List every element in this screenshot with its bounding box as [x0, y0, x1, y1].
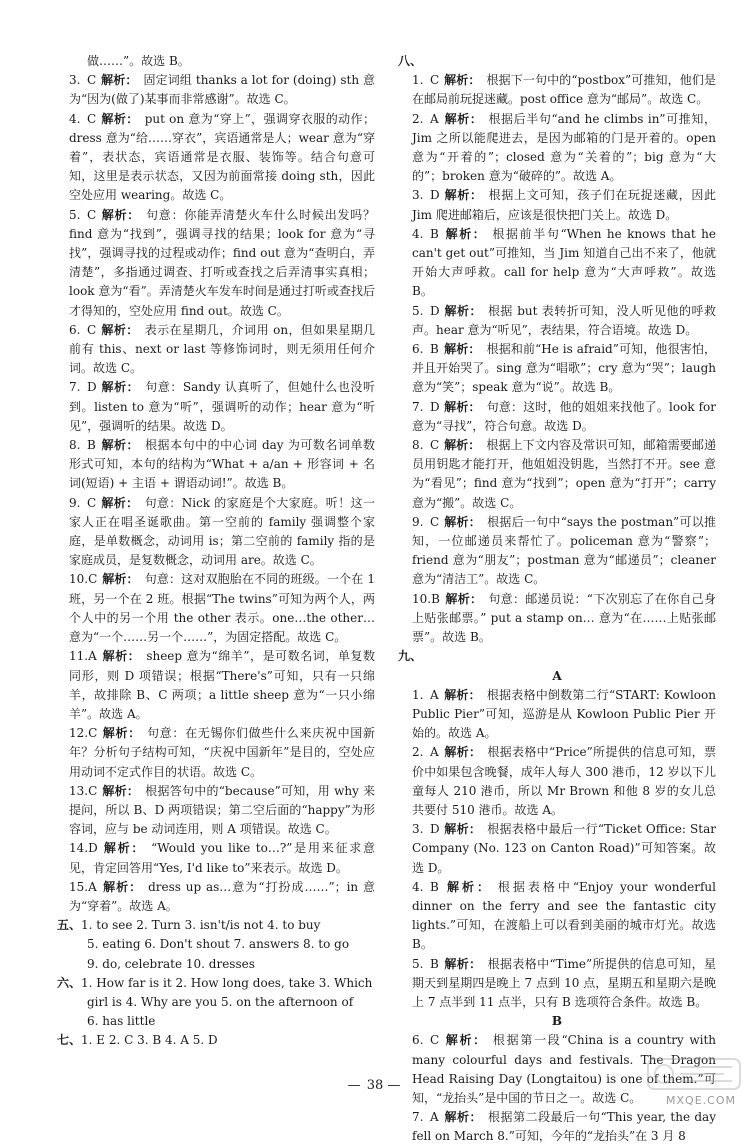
analysis-text: 固定词组 thanks a lot for (doing) sth 意为“因为(做了)某事而非常感谢”。故选 C。 — [69, 73, 375, 107]
analysis-tag: 解析： — [101, 111, 139, 126]
answer-item — [398, 186, 716, 224]
analysis-tag: 解析： — [444, 73, 481, 88]
section-6 — [57, 974, 375, 993]
section-6-line-2: girl is 4. Why are you 5. on the afternoon of — [87, 994, 354, 1009]
left-answer-list — [57, 71, 375, 916]
analysis-text: 句意：在无锡你们做些什么来庆祝中国新年？分析句子结构可知，“庆祝中国新年”是目的，空处应用动词不定式作目的状语。故选 C。 — [69, 726, 375, 779]
analysis-tag: 解析： — [102, 841, 146, 856]
analysis-text: sheep 意为“绵羊”，是可数名词，单复数同形，则 D 项错误；根据“There's”可知，只有一只绵羊，故排除 B、C 两项；a little sheep 意为“一只小绵羊”。故选 A。 — [69, 649, 375, 721]
answer-letter: D — [88, 841, 98, 856]
answer-letter: A — [430, 687, 439, 702]
watermark-text: MXQE.COM — [666, 1094, 736, 1107]
section-7-label: 七、 — [57, 1033, 82, 1048]
answer-letter: D — [430, 399, 440, 414]
analysis-text: 根据答句中的“because”可知，用 why 来提问，所以 B、D 两项错误；第二空后面的“happy”为形容词，应与 be 动词连用，则 A 项错误。故选 C。 — [69, 783, 375, 837]
analysis-text: 根据前半句“When he knows that he can't get out”可推知，当 Jim 知道自己出不来了，他就开始大声呼救。call for help 意为“大声呼救”。故选 B。 — [412, 226, 716, 299]
section-5-line-3: 9. do, celebrate 10. dresses — [87, 956, 255, 971]
section-9-part-a-list — [398, 686, 716, 1012]
answer-letter: C — [87, 207, 97, 222]
analysis-tag: 解析： — [444, 514, 482, 529]
section-6-label: 六、 — [57, 975, 82, 990]
answer-letter: C — [88, 572, 98, 587]
question-number: 8. — [412, 438, 424, 453]
analysis-tag: 解析： — [444, 399, 481, 414]
question-number: 5. — [412, 956, 424, 971]
question-number: 4. — [69, 111, 81, 126]
section-5-label: 五、 — [57, 918, 82, 933]
question-number: 12. — [69, 726, 89, 741]
answer-item — [57, 494, 375, 571]
section-6-line-3: 6. has little — [87, 1014, 156, 1029]
analysis-tag: 解析： — [444, 342, 481, 357]
question-number: 2. — [412, 111, 424, 126]
answer-item — [57, 839, 375, 877]
analysis-tag: 解析： — [101, 380, 140, 395]
question-number: 2. — [412, 745, 424, 760]
question-number: 8. — [69, 438, 81, 453]
question-number: 3. — [412, 822, 424, 837]
answer-item — [57, 436, 375, 494]
analysis-tag: 解析： — [102, 572, 139, 587]
answer-item — [398, 878, 716, 955]
answer-letter: C — [430, 514, 440, 529]
analysis-text: 表示在星期几，介词用 on，但如果星期几前有 this、next or last 等修饰词时，则无须用任何介词。故选 C。 — [69, 322, 375, 376]
question-number: 4. — [412, 879, 424, 894]
answer-letter: C — [87, 73, 97, 88]
question-number: 1. — [412, 687, 424, 702]
section-9-part-a-heading: A — [552, 668, 562, 683]
analysis-tag: 解析： — [444, 687, 481, 702]
answer-letter: D — [430, 188, 440, 203]
analysis-text: 根据表格中“Time”所提供的信息可知，星期天到星期四是晚上 7 点到 10 点，星期五和星期六是晚上 7 点半到 11 点半，只有 B 选项符合条件。故选 B。 — [412, 956, 716, 1009]
analysis-tag: 解析： — [444, 111, 483, 126]
analysis-text: 根据和前“He is afraid”可知，他很害怕，并且开始哭了。sing 意为“唱歌”；cry 意为“哭”；laugh 意为“笑”；speak 意为“说”。故选 B。 — [412, 342, 716, 395]
analysis-tag: 解析： — [444, 822, 482, 837]
analysis-text: dress up as…意为“打扮成……”；in 意为“穿着”。故选 A。 — [69, 879, 375, 913]
analysis-tag: 解析： — [102, 879, 143, 894]
answer-letter: C — [430, 73, 440, 88]
answer-item — [57, 110, 375, 206]
answer-letter: D — [430, 303, 440, 318]
question-number: 9. — [69, 495, 81, 510]
analysis-text: 根据本句中的中心词 day 为可数名词单数形式可知，本句的结构为“What + a/an + 形容词 + 名词(短语) + 主语 + 谓语动词!”。故选 B。 — [69, 438, 375, 491]
analysis-tag: 解析： — [444, 1110, 483, 1125]
answer-item — [398, 340, 716, 398]
analysis-text: 句意：Sandy 认真听了，但她什么也没听到。listen to 意为“听”，强调听的动作；hear 意为“听见”，强调听的结果。故选 D。 — [69, 380, 375, 433]
analysis-tag: 解析： — [102, 783, 140, 798]
answer-item — [398, 1108, 716, 1146]
section-5 — [57, 916, 375, 935]
answer-item — [398, 436, 716, 513]
analysis-text: 句意：邮递员说：“下次别忘了在你自己身上贴张邮票。” put a stamp on… 意为“在……上贴张邮票”。故选 B。 — [412, 591, 716, 645]
answer-item — [398, 513, 716, 590]
analysis-text: 句意：这对双胞胎在不同的班级。一个在 1 班，另一个在 2 班。根据“The twins”可知为两个人，两个人中的另一个用 the other 表示。one…the other… 意为“一个……另一个……”，为固定搭配。故选 C。 — [69, 572, 375, 645]
section-5-line-2: 5. eating 6. Don't shout 7. answers 8. to go — [87, 937, 350, 952]
analysis-tag: 解析： — [444, 226, 487, 241]
answer-letter: A — [430, 111, 439, 126]
section-8-header — [398, 52, 716, 71]
continuation-text: 做……”。故选 B。 — [87, 54, 190, 68]
question-number: 14. — [69, 841, 89, 856]
analysis-text: 句意：Nick 的家庭是个大家庭。听！这一家人正在唱圣诞歌曲。第一空前的 family 强调整个家庭，是单数概念，动词用 is；第二空前的 family 指的是家庭成员，是复数概念，动词用 are。故选 C。 — [69, 495, 375, 568]
analysis-tag: 解析： — [101, 73, 138, 88]
answer-letter: B — [87, 438, 96, 453]
answer-item — [398, 398, 716, 436]
question-number: 13. — [69, 783, 89, 798]
analysis-tag: 解析： — [444, 1033, 487, 1048]
question-number: 9. — [412, 514, 424, 529]
answer-item — [398, 820, 716, 878]
answer-item — [398, 955, 716, 1013]
analysis-text: 根据后半句“and he climbs in”可推知，Jim 之所以能爬进去，是因为邮箱的门是开着的。open 意为“开着的”；closed 意为“关着的”；big 意为“大的”；broken 意为“破碎的”。故选 A。 — [412, 111, 716, 184]
answer-item — [57, 724, 375, 782]
analysis-tag: 解析： — [101, 207, 141, 222]
answer-item — [57, 647, 375, 724]
answer-letter: D — [430, 822, 440, 837]
answer-item — [398, 590, 716, 648]
analysis-text: 根据第二段最后一句“This year, the day fell on March 8.”可知，今年的“龙抬头”在 3 月 8 — [412, 1110, 716, 1144]
analysis-text: 根据 but 表转折可知，没人听见他的呼救声。hear 意为“听见”，表结果，符合语境。故选 D。 — [412, 303, 716, 337]
page-number-value: 38 — [366, 1078, 384, 1093]
answer-letter: C — [88, 726, 98, 741]
answer-letter: B — [431, 591, 440, 606]
answer-letter: A — [88, 879, 97, 894]
answer-item — [398, 302, 716, 340]
left-column — [57, 52, 375, 1051]
question-number: 3. — [412, 188, 424, 203]
section-5-line-1: 1. to see 2. Turn 3. isn't/is not 4. to buy — [81, 918, 321, 933]
question-number: 7. — [69, 380, 81, 395]
answer-item — [398, 225, 716, 302]
question-number: 1. — [412, 73, 424, 88]
answer-item — [398, 686, 716, 744]
answer-letter: C — [88, 783, 98, 798]
analysis-text: 根据后一句中“says the postman”可以推知，一位邮递员来帮忙了。policeman 意为“警察”；friend 意为“朋友”；postman 意为“邮递员”；cleaner 意为“清洁工”。故选 C。 — [412, 514, 716, 587]
section-8-label: 八、 — [398, 54, 423, 68]
section-9-part-b-heading: B — [551, 1014, 563, 1029]
analysis-tag: 解析： — [102, 726, 141, 741]
analysis-tag: 解析： — [444, 956, 482, 971]
analysis-tag: 解析： — [444, 303, 482, 318]
question-number: 6. — [69, 322, 81, 337]
analysis-tag: 解析： — [444, 438, 481, 453]
question-number: 6. — [412, 342, 424, 357]
question-number: 7. — [412, 399, 424, 414]
analysis-tag: 解析： — [444, 879, 492, 894]
answer-letter: C — [87, 322, 97, 337]
question-number: 11. — [69, 649, 89, 664]
analysis-tag: 解析： — [101, 495, 139, 510]
page-number: — 38 — — [347, 1078, 403, 1093]
analysis-text: 根据第一段“China is a country with many colourful days and festivals. The Dragon Head Raising Day (Longtaitou) is one of them.”可知，“龙抬头”是中国的节日之一。故选 C。 — [412, 1033, 716, 1105]
analysis-tag: 解析： — [444, 745, 482, 760]
analysis-tag: 解析： — [101, 322, 139, 337]
analysis-text: 根据表格中“Enjoy your wonderful dinner on the ferry and see the fantastic city lights.”可知，在渡船上可以看到美丽的城市灯光。故选 B。 — [412, 879, 716, 952]
answer-item — [398, 743, 716, 820]
analysis-tag: 解析： — [102, 649, 141, 664]
analysis-tag: 解析： — [444, 188, 483, 203]
answer-letter: D — [87, 380, 97, 395]
analysis-text: “Would you like to…?”是用来征求意见，肯定回答用“Yes, I'd like to”来表示。故选 D。 — [69, 841, 375, 875]
analysis-text: 根据表格中“Price”所提供的信息可知，票价中如果包含晚餐，成年人每人 300 港币，12 岁以下儿童每人 210 港币，所以 Mr Brown 和他 8 岁的女儿总共要付 510 港币。故选 A。 — [412, 745, 716, 817]
answer-item — [57, 321, 375, 379]
analysis-text: 根据上下文内容及常识可知，邮箱需要邮递员用钥匙才能打开，他姐姐没钥匙，当然打不开。see 意为“看见”；find 意为“找到”；open 意为“打开”；carry 意为“搬”。故选 C。 — [412, 438, 716, 510]
answer-letter: B — [430, 956, 439, 971]
answer-item — [57, 206, 375, 321]
answer-letter: B — [430, 226, 439, 241]
answer-item — [398, 71, 716, 109]
analysis-text: 根据上文可知，孩子们在玩捉迷藏，因此 Jim 爬进邮箱后，应该是很快把门关上。故选 D。 — [412, 188, 716, 222]
question-number: 7. — [412, 1110, 424, 1125]
answer-letter: C — [87, 495, 97, 510]
answer-letter: C — [87, 111, 97, 126]
analysis-tag: 解析： — [445, 591, 483, 606]
answer-letter: A — [88, 649, 97, 664]
answer-item — [57, 378, 375, 436]
section-7 — [57, 1031, 375, 1050]
right-column — [398, 52, 716, 1147]
answer-item — [57, 878, 375, 916]
answer-letter: C — [430, 1033, 440, 1048]
answer-letter: B — [430, 879, 439, 894]
answer-letter: A — [430, 1110, 439, 1125]
question-number: 5. — [69, 207, 81, 222]
section-8-list — [398, 71, 716, 647]
answer-item — [57, 570, 375, 647]
question-number: 10. — [412, 591, 432, 606]
answer-item — [57, 782, 375, 840]
section-6-line-1: 1. How far is it 2. How long does, take 3. Which — [81, 975, 373, 990]
question-number: 4. — [412, 226, 424, 241]
section-7-line-1: 1. E 2. C 3. B 4. A 5. D — [81, 1033, 218, 1048]
section-9-label: 九、 — [398, 649, 423, 664]
question-number: 6. — [412, 1033, 424, 1048]
question-number: 10. — [69, 572, 89, 587]
analysis-text: 句意：你能弄清楚火车什么时候出发吗？find 意为“找到”，强调寻找的结果；look for 意为“寻找”，强调寻找的过程或动作；find out 意为“查明白，弄清楚”，多指通过调查、打听或查找之后弄清事实真相；look 意为“看”。弄清楚火车发车时间是通过打听或查找后才得知的，空处应用 find out。故选 C。 — [69, 207, 375, 318]
answer-item — [57, 71, 375, 109]
question-number: 15. — [69, 879, 89, 894]
analysis-text: put on 意为“穿上”，强调穿衣服的动作；dress 意为“给……穿衣”，宾语通常是人；wear 意为“穿着”，表状态，宾语通常是衣服、装饰等。结合句意可知，这里是表示状态，又因为前面常接 doing sth，因此空处应用 wearing。故选 C。 — [69, 111, 375, 203]
section-9-header — [398, 647, 716, 666]
question-number: 5. — [412, 303, 424, 318]
answer-letter: A — [430, 745, 439, 760]
analysis-text: 根据下一句中的“postbox”可推知，他们是在邮局前玩捉迷藏。post office 意为“邮局”。故选 C。 — [412, 73, 716, 107]
answer-letter: C — [430, 438, 440, 453]
question-number: 3. — [69, 73, 81, 88]
answer-item — [398, 110, 716, 187]
answer-letter: B — [430, 342, 439, 357]
analysis-text: 根据表格中倒数第二行“START: Kowloon Public Pier”可知，巡游是从 Kowloon Public Pier 开始的。故选 A。 — [412, 687, 716, 741]
analysis-tag: 解析： — [101, 438, 140, 453]
analysis-text: 句意：这时，他的姐姐来找他了。look for 意为“寻找”，符合句意。故选 D。 — [412, 399, 716, 433]
analysis-text: 根据表格中最后一行“Ticket Office: Star Company (No. 123 on Canton Road)”可知答案。故选 D。 — [412, 822, 716, 875]
